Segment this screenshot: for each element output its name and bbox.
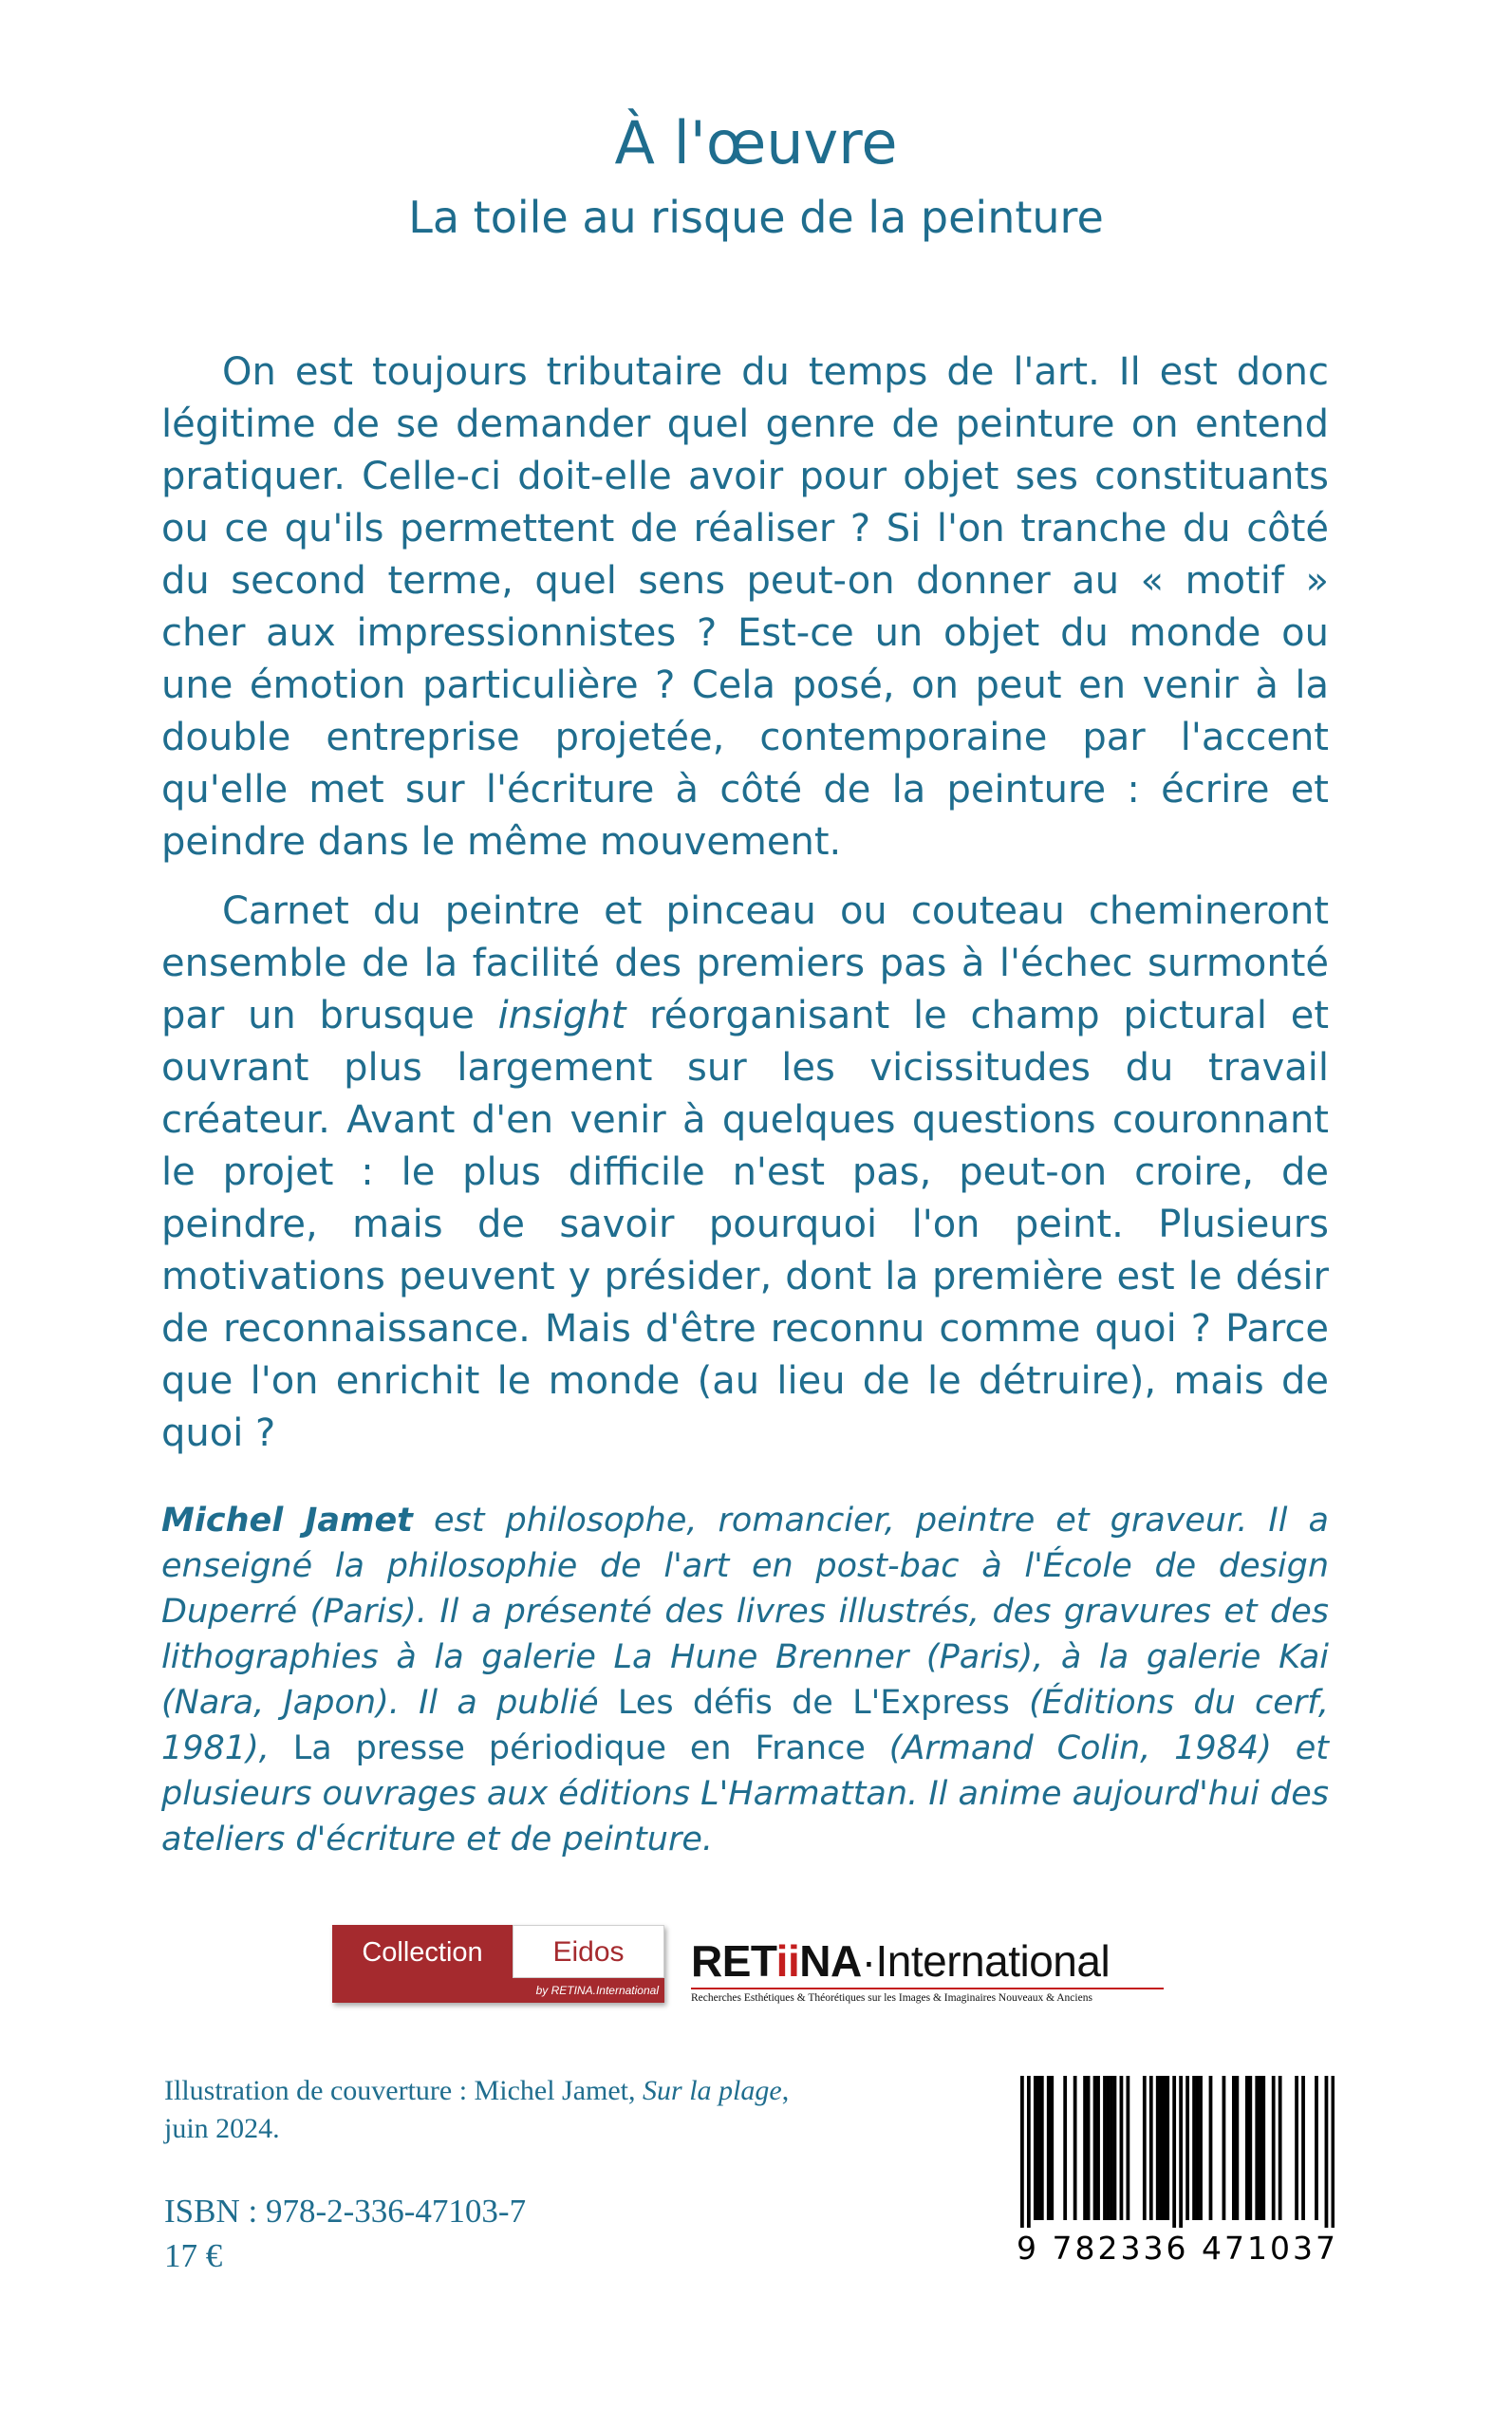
- blurb-paragraph-2-start: Carnet du peintre et pinceau ou couteau chemineront ensemble de la facilité des premiers pas à l'échec surmonté par un brusque: [161, 889, 1329, 1037]
- barcode-bar: [1223, 2076, 1226, 2220]
- barcode-bar: [1332, 2076, 1335, 2228]
- barcode-bar: [1295, 2076, 1298, 2220]
- author-bio-text-3: (Armand Colin, 1984) et plusieurs ouvrages aux éditions L'Harmattan. Il anime aujourd'hui des ateliers d'écriture et de peinture.: [161, 1729, 1329, 1858]
- book-title-1: Les défis de L'Express: [617, 1684, 1010, 1722]
- collection-eidos-logo: [332, 1925, 664, 2003]
- barcode-bar: [1315, 2076, 1318, 2220]
- barcode-bar: [1196, 2076, 1200, 2220]
- barcode: [1009, 2072, 1346, 2276]
- barcode-bar: [1036, 2076, 1040, 2220]
- barcode-bar: [1209, 2076, 1213, 2220]
- barcode-bar: [1034, 2076, 1037, 2220]
- retina-tagline: Recherches Esthétiques & Théorétiques sur les Images & Imaginaires Nouveaux & Anciens: [691, 1992, 1092, 2004]
- barcode-bar: [1261, 2076, 1265, 2220]
- barcode-bar: [1096, 2076, 1100, 2220]
- barcode-bars: [1020, 2076, 1335, 2232]
- barcode-bar: [1179, 2076, 1183, 2228]
- price: 17 €: [164, 2237, 223, 2274]
- barcode-bar: [1143, 2076, 1147, 2220]
- collection-name: Eidos: [513, 1925, 664, 1978]
- barcode-bar: [1047, 2076, 1051, 2220]
- barcode-bar: [1083, 2076, 1087, 2220]
- cover-illustration-credit: [164, 2072, 886, 2148]
- book-title: À l'œuvre: [614, 108, 898, 177]
- barcode-bar: [1120, 2076, 1124, 2220]
- author-name: Michel Jamet: [161, 1502, 413, 1540]
- barcode-bar: [1235, 2076, 1239, 2220]
- blurb: [161, 346, 1329, 1477]
- retina-rule: [691, 1988, 1164, 1989]
- barcode-bar: [1325, 2076, 1329, 2228]
- credit-prefix: Illustration de couverture : Michel Jamet,: [164, 2075, 644, 2106]
- barcode-bar: [1087, 2076, 1091, 2220]
- barcode-bar: [1172, 2076, 1176, 2228]
- retina-international-logo: [691, 1936, 1166, 2010]
- retina-na: NA: [799, 1936, 862, 1986]
- blurb-paragraph-1: On est toujours tributaire du temps de l'art. Il est donc légitime de se demander quel genre de peinture on entend pratiquer. Celle-ci doit-elle avoir pour objet ses constituants ou ce qu'ils permettent de réaliser ? Si l'on tranche du côté du second terme, quel sens peut-on donner au « motif » cher aux impressionnistes ? Est-ce un objet du monde ou une émotion particulière ? Cela posé, on peut en venir à la double entreprise projetée, contemporaine par l'accent qu'elle met sur l'écriture à côté de la peinture : écrire et peindre dans le même mouvement.: [161, 350, 1329, 864]
- blurb-paragraph-2-end: réorganisant le champ pictural et ouvrant plus largement sur les vicissitudes du travail créateur. Avant d'en venir à quelques questions couronnant le projet : le plus difficile n'est pas, peut-on croire, de peindre, mais de savoir pourquoi l'on peint. Plusieurs motivations peuvent y présider, dont la première est le désir de reconnaissance. Mais d'être reconnu comme quoi ? Parce que l'on enrichit le monde (au lieu de le détruire), mais de quoi ?: [161, 994, 1330, 1455]
- barcode-bar: [1110, 2076, 1113, 2220]
- barcode-bar: [1020, 2076, 1024, 2228]
- barcode-bar: [1040, 2076, 1044, 2220]
- blurb-paragraph-2: [161, 886, 1329, 1460]
- barcode-bar: [1248, 2076, 1252, 2220]
- barcode-bar: [1192, 2076, 1196, 2220]
- barcode-bar: [1027, 2076, 1031, 2228]
- credit-artwork: Sur la plage: [643, 2075, 782, 2106]
- barcode-bar: [1255, 2076, 1259, 2220]
- retina-ii: ii: [775, 1936, 800, 1986]
- retina-wordmark: [691, 1936, 1166, 1986]
- retina-international: ·International: [861, 1936, 1111, 1986]
- insight-word: insight: [497, 994, 626, 1037]
- book-title-2: La presse périodique en France: [292, 1729, 866, 1767]
- author-bio: [161, 1498, 1329, 1862]
- barcode-bar: [1113, 2076, 1117, 2220]
- author-bio-text-2: (Éditions du cerf, 1981),: [161, 1684, 1329, 1767]
- barcode-bar: [1149, 2076, 1153, 2220]
- barcode-bar: [1301, 2076, 1305, 2220]
- book-subtitle: La toile au risque de la peinture: [408, 192, 1104, 243]
- collection-label: Collection: [332, 1925, 513, 2003]
- barcode-bar: [1232, 2076, 1236, 2220]
- barcode-bar: [1063, 2076, 1067, 2220]
- barcode-bar: [1103, 2076, 1107, 2220]
- barcode-bar: [1272, 2076, 1276, 2220]
- credit-suffix: ,: [781, 2075, 790, 2106]
- barcode-bar: [1126, 2076, 1129, 2220]
- retina-ret: RET: [691, 1936, 776, 1986]
- barcode-bar: [1050, 2076, 1054, 2220]
- barcode-bar: [1185, 2076, 1189, 2220]
- barcode-bar: [1166, 2076, 1169, 2220]
- barcode-bar: [1199, 2076, 1203, 2220]
- barcode-bar: [1245, 2076, 1249, 2220]
- barcode-bar: [1073, 2076, 1077, 2220]
- barcode-bar: [1156, 2076, 1160, 2220]
- isbn: ISBN : 978-2-336-47103-7: [164, 2193, 527, 2230]
- barcode-bar: [1259, 2076, 1262, 2220]
- author-bio-text-1: est philosophe, romancier, peintre et graveur. Il a enseigné la philosophie de l'art en post-bac à l'École de design Duperré (Paris). Il a présenté des livres illustrés, des gravures et des lithographies à la galerie La Hune Brenner (Paris), à la galerie Kai (Nara, Japon). Il a publié: [161, 1502, 1329, 1722]
- barcode-digits: 9 782336 471037: [1017, 2230, 1338, 2267]
- credit-date: juin 2024.: [164, 2113, 280, 2144]
- barcode-bar: [1163, 2076, 1167, 2220]
- barcode-bar: [1159, 2076, 1163, 2220]
- barcode-bar: [1107, 2076, 1111, 2220]
- barcode-bar: [1093, 2076, 1097, 2220]
- barcode-bar: [1279, 2076, 1282, 2220]
- collection-by: by RETINA.International: [513, 1978, 664, 2003]
